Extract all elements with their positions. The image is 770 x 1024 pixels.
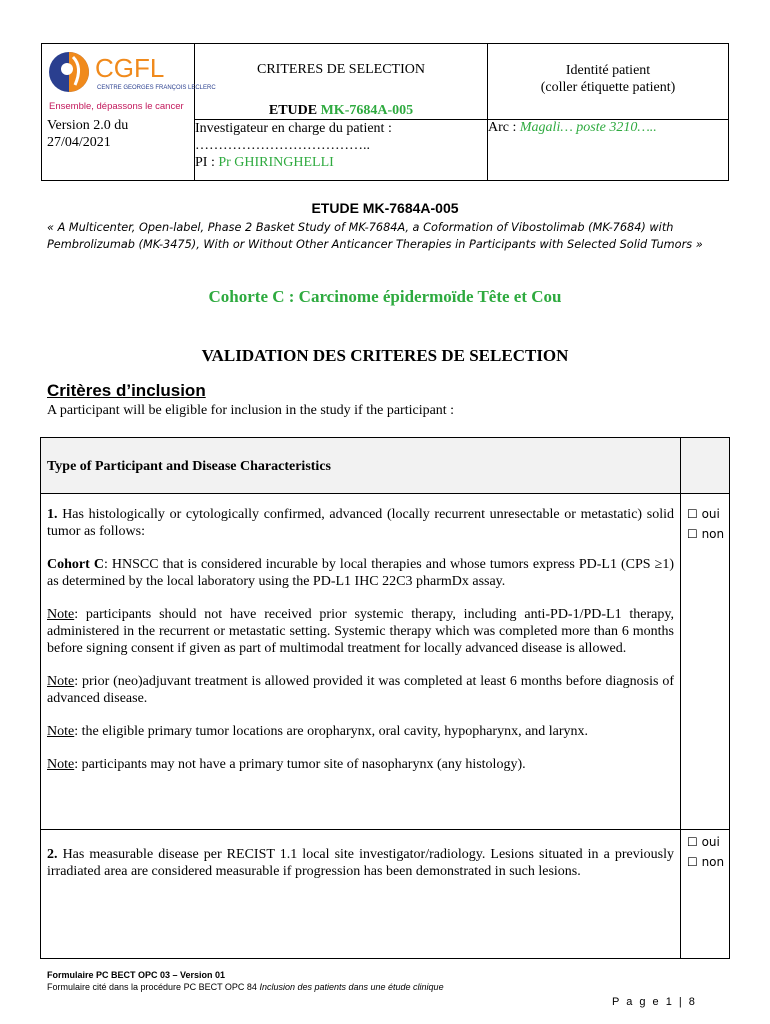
criterion-1-text: 1. Has histologically or cytologically confirmed, advanced (locally recurrent unresectable or metastatic) solid tumor as follows: xyxy=(47,507,674,539)
version-info xyxy=(47,117,128,151)
footer-cited: Formulaire cité dans la procédure PC BECT OPC 84 Inclusion des patients dans une étude clinique xyxy=(47,982,444,992)
footer-form-id: Formulaire PC BECT OPC 03 – Version 01 xyxy=(47,970,226,980)
logo-text: CGFL xyxy=(95,53,165,83)
study-title: ETUDE MK-7684A-005 xyxy=(311,200,459,216)
page-number: P a g e 1 | 8 xyxy=(612,996,697,1008)
criterion-1-checks xyxy=(681,494,730,830)
criterion-2-text: 2. Has measurable disease per RECIST 1.1 local site investigator/radiology. Lesions situated in a previously irradiated area are considered measurable if progression has been demonstrated in such lesions. xyxy=(47,847,674,879)
criterion-1-cell xyxy=(41,494,681,830)
criteres-cell xyxy=(195,44,488,120)
criterion-1-oui-checkbox[interactable]: ☐ oui xyxy=(687,507,720,521)
criterion-2-checks xyxy=(681,830,730,959)
version-date: 27/04/2021 xyxy=(47,135,111,150)
study-description: « A Multicenter, Open-label, Phase 2 Basket Study of MK-7684A, a Coformation of Vibostolimab (MK-7684) with Pembrolizumab (MK-3475), With or Without Other Anticancer Therapies in Participants with Selected Solid Tumors » xyxy=(47,221,703,251)
criteres-title: CRITERES DE SELECTION xyxy=(257,62,425,77)
etude-header: ETUDE MK-7684A-005 xyxy=(268,103,414,118)
pi-line: PI : Pr GHIRINGHELLI xyxy=(195,155,334,170)
note-1: Note: participants should not have received prior systemic therapy, including anti-PD-1/PD-L1 therapy, administered in the recurrent or metastatic setting. Systemic therapy which was completed more than 6 months before signing consent if given as part of multimodal treatment for locally advanced disease is allowed. xyxy=(47,607,674,656)
inclusion-heading: Critères d’inclusion xyxy=(47,381,206,400)
cohort-title: Cohorte C : Carcinome épidermoïde Tête et Cou xyxy=(208,287,562,306)
logo-tagline: Ensemble, dépassons le cancer xyxy=(49,101,184,112)
section-header: Type of Participant and Disease Characteristics xyxy=(47,459,331,474)
version-line: Version 2.0 du xyxy=(47,118,129,133)
logo-cell xyxy=(42,44,216,181)
criterion-2-cell xyxy=(41,830,681,959)
inclusion-intro: A participant will be eligible for inclusion in the study if the participant : xyxy=(47,403,455,418)
investigateur-field[interactable]: ……………………………….. xyxy=(195,138,370,153)
identite-cell xyxy=(488,44,729,120)
identite-patient: Identité patient (coller étiquette patient) xyxy=(540,63,676,95)
header-table xyxy=(41,43,729,181)
arc-label: Arc : xyxy=(488,120,520,135)
validation-title: VALIDATION DES CRITERES DE SELECTION xyxy=(201,346,569,365)
section-header-check-cell xyxy=(681,438,730,494)
arc-value: Magali… poste 3210….. xyxy=(519,120,657,135)
investigateur-cell xyxy=(195,120,488,181)
note-3: Note: the eligible primary tumor locations are oropharynx, oral cavity, hypopharynx, and larynx. xyxy=(47,724,589,739)
logo-subtitle: CENTRE GEORGES FRANÇOIS LECLERC xyxy=(97,85,216,91)
criteria-table xyxy=(40,437,730,959)
criterion-2-oui-checkbox[interactable]: ☐ oui xyxy=(687,835,720,849)
criterion-1-non-checkbox[interactable]: ☐ non xyxy=(687,527,725,541)
criterion-2-non-checkbox[interactable]: ☐ non xyxy=(687,855,725,869)
cgfl-logo xyxy=(47,47,216,115)
arc-cell xyxy=(488,120,729,181)
criterion-1-cohort: Cohort C: HNSCC that is considered incurable by local therapies and whose tumors express PD-L1 (CPS ≥1) as determined by the local laboratory using the PD-L1 IHC 22C3 pharmDx assay. xyxy=(47,557,674,589)
note-4: Note: participants may not have a primary tumor site of nasopharynx (any histology). xyxy=(47,757,526,772)
investigateur-label: Investigateur en charge du patient : xyxy=(195,121,392,136)
etude-code: MK-7684A-005 xyxy=(320,103,414,118)
pi-name: Pr GHIRINGHELLI xyxy=(218,155,334,170)
section-header-cell xyxy=(41,438,681,494)
note-2: Note: prior (neo)adjuvant treatment is allowed provided it was completed at least 6 months before diagnosis of advanced disease. xyxy=(47,674,674,706)
